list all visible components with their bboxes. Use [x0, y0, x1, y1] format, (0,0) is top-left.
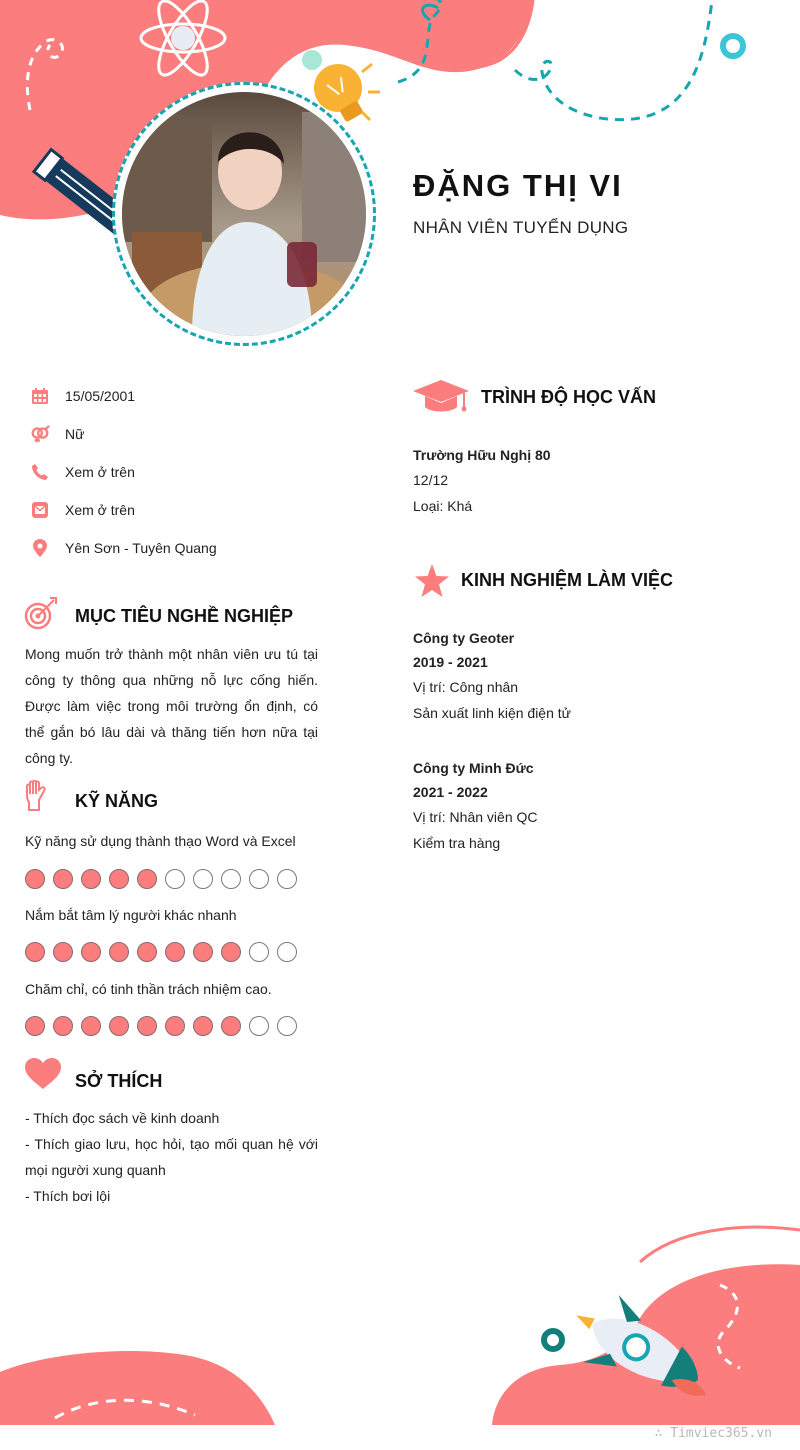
- phone-value: Xem ở trên: [65, 464, 135, 480]
- rating-dot-filled: [137, 869, 157, 889]
- rating-dot-empty: [277, 1016, 297, 1036]
- rating-dot-filled: [53, 869, 73, 889]
- job-company: Công ty Minh Đức: [413, 760, 534, 776]
- rating-dot-filled: [109, 1016, 129, 1036]
- rating-dot-empty: [221, 869, 241, 889]
- objective-text: Mong muốn trở thành một nhân viên ưu tú tại công ty thông qua những nỗ lực cống hiến. Được làm việc trong môi trường ổn định, có thể gắn bó lâu dài và thăng tiến hơn nữa tại công ty.: [25, 646, 318, 766]
- rating-dot-filled: [81, 942, 101, 962]
- avatar: [122, 92, 366, 336]
- phone-icon: [30, 462, 50, 482]
- profile-photo: [112, 82, 376, 346]
- job-period: 2019 - 2021: [413, 654, 488, 670]
- gender-value: Nữ: [65, 426, 85, 442]
- job-period: 2021 - 2022: [413, 784, 488, 800]
- skills-title: KỸ NĂNG: [75, 791, 159, 811]
- hobbies-title: SỞ THÍCH: [75, 1071, 163, 1091]
- rating-dot-filled: [81, 1016, 101, 1036]
- target-icon: [24, 596, 58, 635]
- job-description: Sản xuất linh kiện điện tử: [413, 705, 572, 721]
- job-entry: [413, 626, 773, 726]
- rating-dot-filled: [137, 1016, 157, 1036]
- rating-dot-filled: [25, 869, 45, 889]
- gender-icon: [30, 424, 50, 444]
- rating-dot-filled: [193, 1016, 213, 1036]
- skill-rating: [25, 869, 297, 889]
- candidate-position: NHÂN VIÊN TUYỂN DỤNG: [413, 218, 629, 237]
- watermark: ∴ Timviec365.vn: [654, 1426, 772, 1441]
- candidate-name: ĐẶNG THỊ VI: [413, 168, 623, 203]
- rating-dot-filled: [165, 1016, 185, 1036]
- objective-title: MỤC TIÊU NGHỀ NGHIỆP: [75, 606, 294, 626]
- job-company: Công ty Geoter: [413, 630, 515, 646]
- hobby-item: - Thích giao lưu, học hỏi, tạo mối quan hệ với mọi người xung quanh: [25, 1136, 318, 1178]
- heart-icon: [25, 1058, 61, 1095]
- skill-rating: [25, 1016, 297, 1036]
- rating-dot-filled: [53, 1016, 73, 1036]
- rating-dot-filled: [25, 942, 45, 962]
- rating-dot-filled: [165, 942, 185, 962]
- info-email: [30, 500, 330, 520]
- address-value: Yên Sơn - Tuyên Quang: [65, 540, 217, 556]
- hobby-item: - Thích đọc sách về kinh doanh: [25, 1110, 220, 1126]
- calendar-icon: [30, 386, 50, 406]
- rating-dot-empty: [249, 942, 269, 962]
- rating-dot-empty: [249, 1016, 269, 1036]
- skill-rating: [25, 942, 297, 962]
- rating-dot-filled: [221, 1016, 241, 1036]
- job-role: Vị trí: Nhân viên QC: [413, 809, 538, 825]
- rating-dot-filled: [81, 869, 101, 889]
- rating-dot-empty: [277, 942, 297, 962]
- rating-dot-filled: [53, 942, 73, 962]
- job-role: Vị trí: Công nhân: [413, 679, 519, 695]
- rating-dot-empty: [193, 869, 213, 889]
- location-pin-icon: [30, 538, 50, 558]
- job-entry: [413, 756, 773, 856]
- job-description: Kiểm tra hàng: [413, 835, 501, 851]
- graduation-cap-icon: [413, 380, 469, 419]
- email-icon: [30, 500, 50, 520]
- info-address: [30, 538, 330, 558]
- skill-label: Kỹ năng sử dụng thành thạo Word và Excel: [25, 833, 296, 849]
- education-grade: 12/12: [413, 472, 449, 488]
- rating-dot-empty: [165, 869, 185, 889]
- rating-dot-filled: [109, 869, 129, 889]
- school-name: Trường Hữu Nghị 80: [413, 447, 551, 463]
- star-icon: [414, 564, 450, 603]
- info-gender: [30, 424, 330, 444]
- education-title: TRÌNH ĐỘ HỌC VẤN: [481, 387, 656, 407]
- experience-title: KINH NGHIỆM LÀM VIỆC: [461, 570, 674, 590]
- hobby-item: - Thích bơi lội: [25, 1188, 111, 1204]
- hobbies-list: [25, 1105, 318, 1209]
- rating-dot-filled: [25, 1016, 45, 1036]
- rating-dot-filled: [137, 942, 157, 962]
- info-phone: [30, 462, 330, 482]
- rocket-icon: [558, 1282, 716, 1414]
- rating-dot-empty: [249, 869, 269, 889]
- rating-dot-filled: [109, 942, 129, 962]
- info-birthdate: [30, 386, 330, 406]
- birthdate-value: 15/05/2001: [65, 388, 136, 404]
- email-value: Xem ở trên: [65, 502, 135, 518]
- rating-dot-empty: [277, 869, 297, 889]
- rating-dot-filled: [193, 942, 213, 962]
- rating-dot-filled: [221, 942, 241, 962]
- skill-label: Nắm bắt tâm lý người khác nhanh: [25, 907, 237, 923]
- education-rank: Loại: Khá: [413, 498, 473, 514]
- skill-label: Chăm chỉ, có tinh thần trách nhiệm cao.: [25, 981, 272, 997]
- hand-icon: [24, 780, 48, 817]
